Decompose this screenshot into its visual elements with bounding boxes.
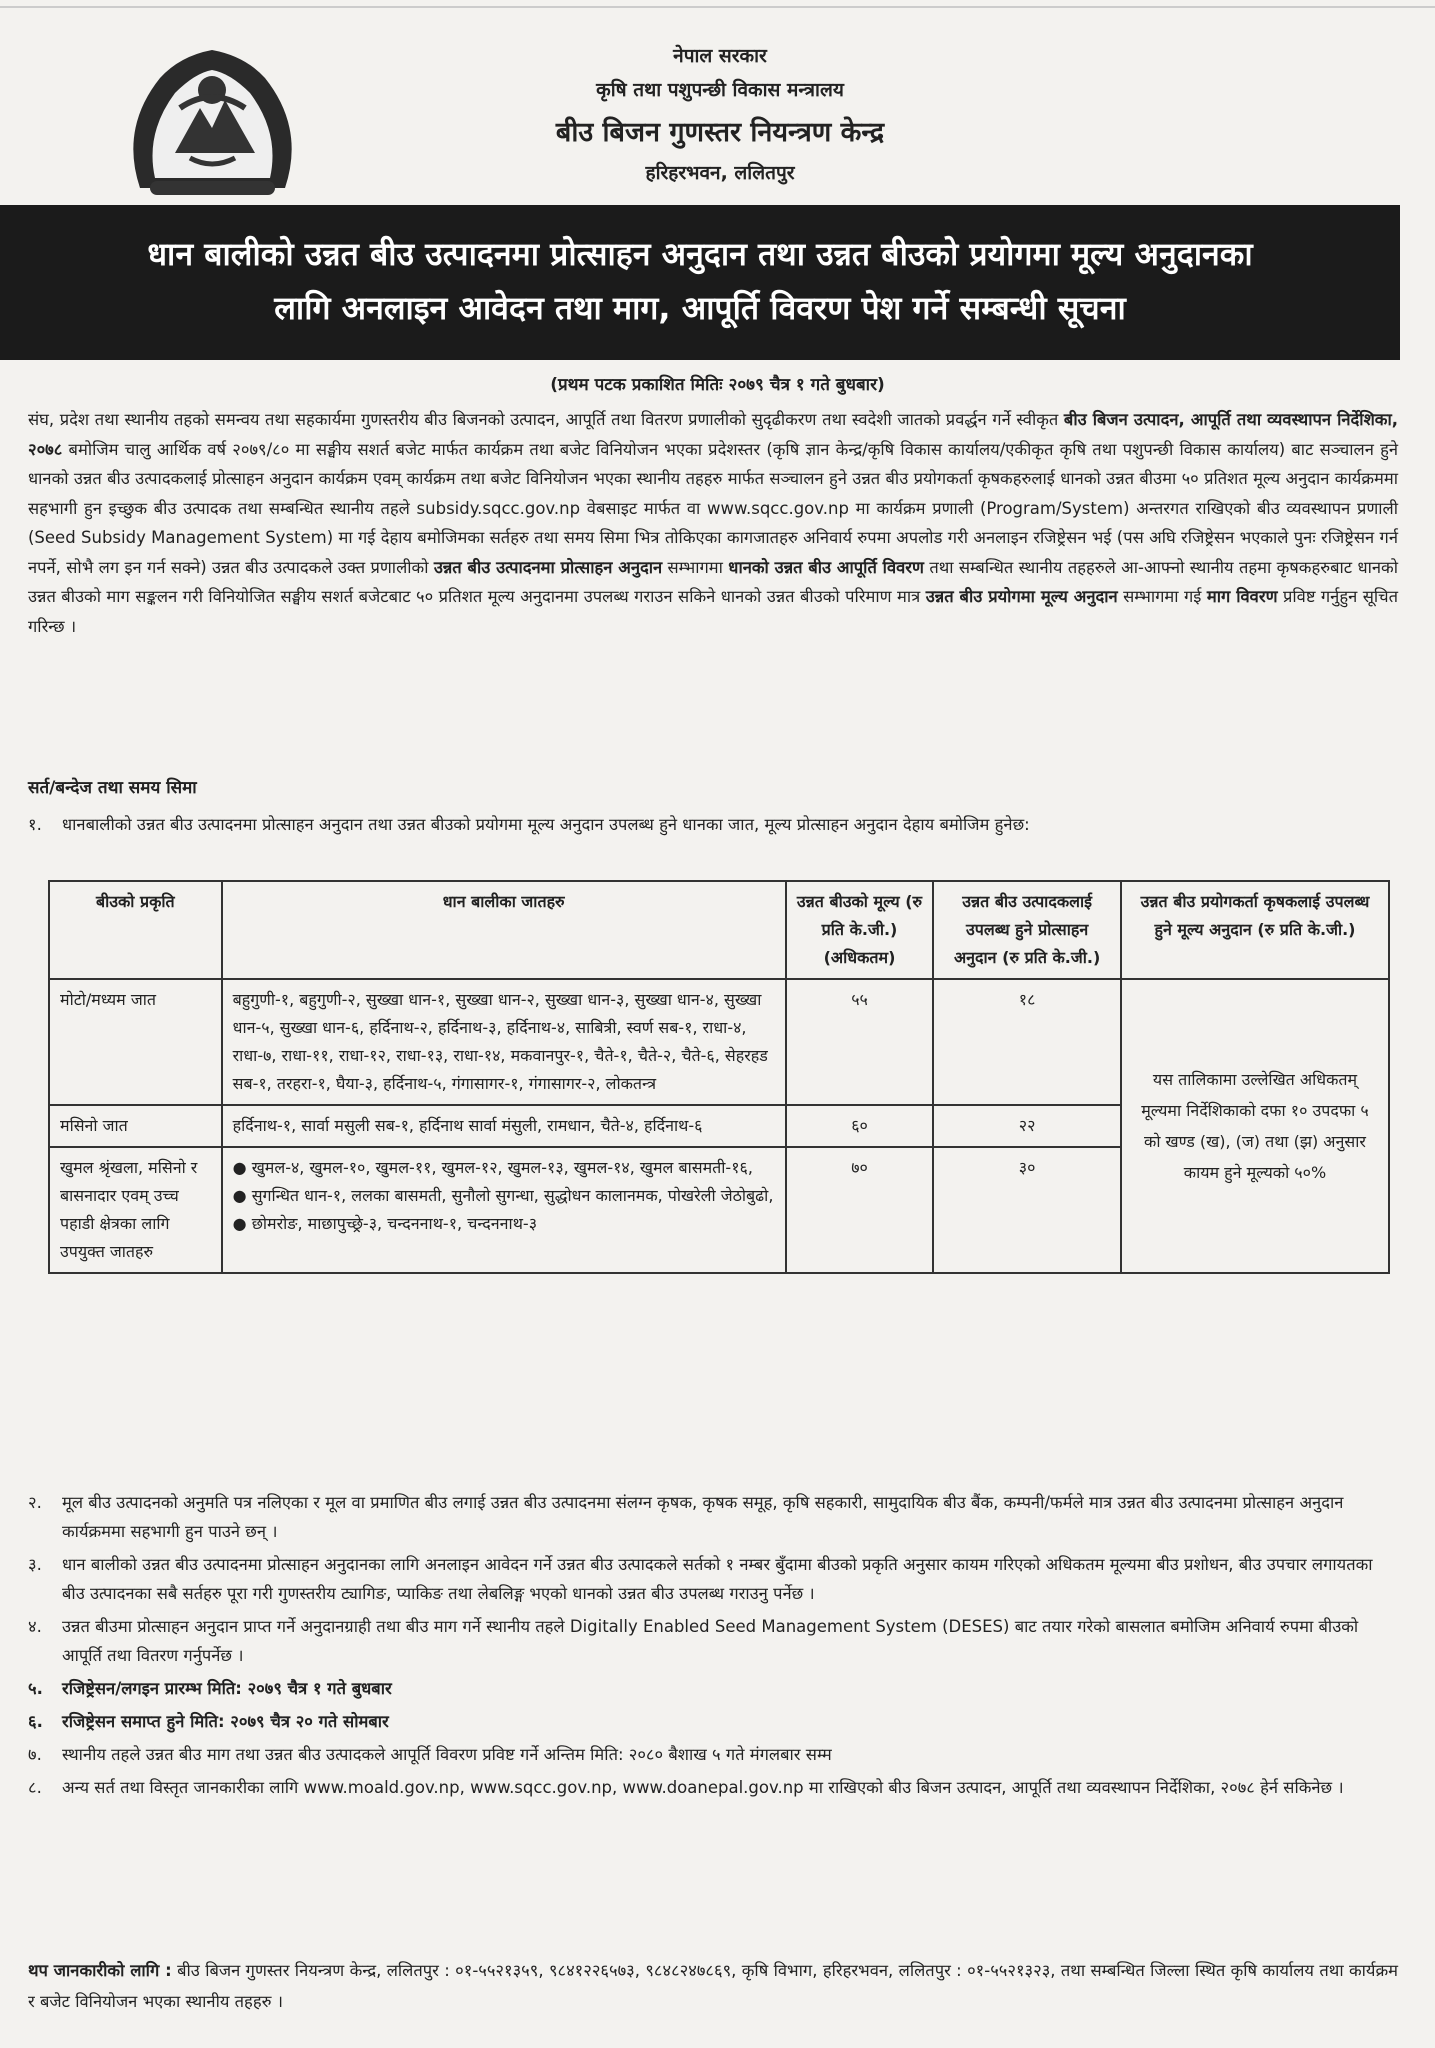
varieties-cell <box>222 1147 786 1273</box>
notice-title-banner <box>0 205 1400 360</box>
condition-item <box>28 1740 1398 1769</box>
table-row <box>49 979 1389 1105</box>
seed-type-cell: खुमल श्रृंखला, मसिनो र बासनादार एवम् उच्च पहाडी क्षेत्रका लागि उपयुक्त जातहरु <box>49 1147 222 1273</box>
condition-item <box>28 1550 1398 1608</box>
variety-bullet-text: छोमरोङ, माछापुच्छ्रे-३, चन्दननाथ-१, चन्दननाथ-३ <box>251 1214 538 1233</box>
variety-bullet: ● खुमल-४, खुमल-१०, खुमल-११, खुमल-१२, खुमल-१३, खुमल-१४, खुमल बासमती-१६, <box>232 1158 753 1177</box>
condition-item <box>28 1488 1398 1546</box>
condition-item <box>28 1707 1398 1736</box>
body-text: प्रविष्ट गर्नुहुन सूचित गरिन्छ । <box>28 587 1399 636</box>
item-number: ४. <box>28 1617 42 1636</box>
price-cell: ७० <box>786 1147 934 1273</box>
price-cell: ६० <box>786 1105 934 1147</box>
item-number: ८. <box>28 1778 42 1797</box>
item-number: ७. <box>28 1745 42 1764</box>
scan-edge-line <box>0 6 1435 8</box>
conditions-heading: सर्त/बन्देज तथा समय सिमा <box>28 778 197 798</box>
header-producer-subsidy: उन्नत बीउ उत्पादकलाई उपलब्ध हुने प्रोत्साहन अनुदान (रु प्रति के.जी.) <box>933 881 1121 979</box>
body-text: सम्भागमा गई <box>1123 587 1202 606</box>
varieties-cell: हर्दिनाथ-१, सार्वा मसुली सब-१, हर्दिनाथ सार्वा मंसुली, रामधान, चैते-४, हर्दिनाथ-६ <box>222 1105 786 1147</box>
contact-text: बीउ बिजन गुणस्तर नियन्त्रण केन्द्र, ललितपुर : ०१-५५२१३५९, ९८४१२२६५७३, ९८४८२४७८६९, कृषि विभाग, हरिहरभवन, ललितपुर : ०१-५५२१३२३, तथा सम्बन्धित जिल्ला स्थित कृषि कार्यालय तथा कार्यक्रम र बजेट विनियोजन भएका स्थानीय तहहरु । <box>28 1961 1399 2011</box>
header-address: हरिहरभवन, ललितपुर <box>645 162 795 184</box>
price-cell: ५५ <box>786 979 934 1105</box>
header-max-price: उन्नत बीउको मूल्य (रु प्रति के.जी.) (अधिकतम) <box>786 881 934 979</box>
variety-bullet-text: खुमल-४, खुमल-१०, खुमल-११, खुमल-१२, खुमल-१३, खुमल-१४, खुमल बासमती-१६, <box>251 1158 753 1177</box>
item-text: स्थानीय तहले उन्नत बीउ माग तथा उन्नत बीउ उत्पादकले आपूर्ति विवरण प्रविष्ट गर्ने अन्तिम मिति: २०८० बैशाख ५ गते मंगलबार सम्म <box>62 1745 832 1764</box>
notice-body-paragraph <box>28 405 1398 641</box>
item-number: ५. <box>28 1679 43 1698</box>
header-consumer-subsidy: उन्नत बीउ प्रयोगकर्ता कृषकलाई उपलब्ध हुने मूल्य अनुदान (रु प्रति के.जी.) <box>1121 881 1389 979</box>
seed-type-cell: मसिनो जात <box>49 1105 222 1147</box>
producer-subsidy-cell: १८ <box>933 979 1121 1105</box>
varieties-cell: बहुगुणी-१, बहुगुणी-२, सुख्खा धान-१, सुख्खा धान-२, सुख्खा धान-३, सुख्खा धान-४, सुख्खा धान-५, सुख्खा धान-६, हर्दिनाथ-२, हर्दिनाथ-३, हर्दिनाथ-४, साबित्री, स्वर्ण सब-१, राधा-४, राधा-७, राधा-११, राधा-१२, राधा-१३, राधा-१४, मकवानपुर-१, चैते-१, चैते-२, चैते-६, सेहरहड सब-१, तरहरा-१, घैया-३, हर्दिनाथ-५, गंगासागर-१, गंगासागर-२, लोकतन्त्र <box>222 979 786 1105</box>
condition-item-1 <box>28 810 1398 839</box>
item-number: ३. <box>28 1555 42 1574</box>
seed-type-cell: मोटो/मध्यम जात <box>49 979 222 1105</box>
header-government: नेपाल सरकार <box>673 45 767 67</box>
nepal-government-emblem-icon <box>120 38 305 203</box>
seed-variety-table <box>48 880 1390 1274</box>
header-varieties: धान बालीका जातहरु <box>222 881 786 979</box>
body-text: बमोजिम चालु आर्थिक वर्ष २०७९/८० मा सङ्घीय सशर्त बजेट मार्फत कार्यक्रम तथा बजेट विनियोजन भएका प्रदेशस्तर (कृषि ज्ञान केन्द्र/कृषि विकास कार्यालय/एकीकृत कृषि तथा पशुपन्छी विकास कार्यालय) बाट सञ्चालन हुने धानको उन्नत बीउ उत्पादकलाई प्रोत्साहन अनुदान कार्यक्रम एवम् कार्यक्रम तथा बजेट विनियोजन भएका स्थानीय तहहरु मार्फत सञ्चालन हुने उन्नत बीउ प्रयोगकर्ता कृषकहरुलाई धानको उन्नत बीउमा ५० प्रतिशत मूल्य अनुदान कार्यक्रममा सहभागी हुन इच्छुक बीउ उत्पादक तथा सम्बन्धित स्थानीय तहले subsidy.sqcc.gov.np वेबसाइट मार्फत वा www.sqcc.gov.np मा कार्यक्रम प्रणाली (Program/System) अन्तरगत राखिएको बीउ व्यवस्थापन प्रणाली (Seed Subsidy Management System) मा गई देहाय बमोजिमका सर्तहरु तथा समय सिमा भित्र तोकिएका कागजातहरु अनिवार्य रुपमा अपलोड गरी अनलाइन रजिष्ट्रेसन भई (पस अघि रजिष्ट्रेसन भएकाले पुनः रजिष्ट्रेसन गर्न नपर्ने, सोभै लग इन गर्न सक्ने) उन्नत बीउ उत्पादकले उक्त प्रणालीको <box>28 439 1398 577</box>
item-text: धान बालीको उन्नत बीउ उत्पादनमा प्रोत्साहन अनुदानका लागि अनलाइन आवेदन गर्ने उन्नत बीउ उत्पादकले सर्तको १ नम्बर बुँदामा बीउको प्रकृति अनुसार कायम गरिएको अधिकतम मूल्यमा बीउ प्रशोधन, बीउ उपचार लगायतका बीउ उत्पादनका सबै सर्तहरु पूरा गरी गुणस्तरीय ट्यागिङ, प्याकिङ तथा लेबलिङ्ग भएको धानको उन्नत बीउ उपलब्ध गराउनु पर्नेछ । <box>62 1555 1373 1603</box>
variety-bullet-text: सुगन्धित धान-१, ललका बासमती, सुनौलो सुगन्धा, सुद्धोधन कालानमक, पोखरेली जेठोबुढो, <box>251 1186 774 1205</box>
condition-items <box>28 1488 1398 1806</box>
notice-title-line2: लागि अनलाइन आवेदन तथा माग, आपूर्ति विवरण पेश गर्ने सम्बन्धी सूचना <box>274 289 1126 327</box>
variety-bullet: ● सुगन्धित धान-१, ललका बासमती, सुनौलो सुगन्धा, सुद्धोधन कालानमक, पोखरेली जेठोबुढो, <box>232 1186 774 1205</box>
contact-label: थप जानकारीको लागि : <box>28 1961 172 1980</box>
header-office: बीउ बिजन गुणस्तर नियन्त्रण केन्द्र <box>555 117 885 148</box>
body-bold-text: उन्नत बीउ प्रयोगमा मूल्य अनुदान <box>925 587 1118 606</box>
producer-subsidy-cell: ३० <box>933 1147 1121 1273</box>
item-text: धानबालीको उन्नत बीउ उत्पादनमा प्रोत्साहन अनुदान तथा उन्नत बीउको प्रयोगमा मूल्य अनुदान उपलब्ध हुने धानका जात, मूल्य प्रोत्साहन अनुदान देहाय बमोजिम हुनेछ: <box>62 815 1030 834</box>
condition-item <box>28 1612 1398 1670</box>
body-bold-text: उन्नत बीउ उत्पादनमा प्रोत्साहन अनुदान <box>433 557 663 577</box>
body-bold-text: माग विवरण <box>1206 587 1278 606</box>
office-header <box>400 40 1040 185</box>
producer-subsidy-cell: २२ <box>933 1105 1121 1147</box>
table-header-row <box>49 881 1389 979</box>
publication-date: (प्रथम पटक प्रकाशित मितिः २०७९ चैत्र १ गते बुधबार) <box>550 375 885 395</box>
item-text: रजिष्ट्रेसन समाप्त हुने मिति: २०७९ चैत्र २० गते सोमबार <box>62 1712 389 1731</box>
header-ministry: कृषि तथा पशुपन्छी विकास मन्त्रालय <box>596 79 844 101</box>
item-text: उन्नत बीउमा प्रोत्साहन अनुदान प्राप्त गर्ने अनुदानग्राही तथा बीउ माग गर्ने स्थानीय तहले Digitally Enabled Seed Management System (DESES) बाट तयार गरेको बासलात बमोजिम अनिवार्य रुपमा बीउको आपूर्ति तथा वितरण गर्नुपर्नेछ । <box>62 1617 1359 1665</box>
body-text: सम्भागमा <box>667 557 723 577</box>
body-text: संघ, प्रदेश तथा स्थानीय तहको समन्वय तथा सहकार्यमा गुणस्तरीय बीउ बिजनको उत्पादन, आपूर्ति तथा वितरण प्रणालीको सुदृढीकरण तथा स्वदेशी जातको प्रवर्द्धन गर्ने स्वीकृत <box>28 410 1059 429</box>
body-bold-text: बीउ बिजन उत्पादन, आपूर्ति तथा व्यवस्थापन निर्देशिका, २०७८ <box>28 410 1398 459</box>
variety-bullet: ● छोमरोङ, माछापुच्छ्रे-३, चन्दननाथ-१, चन्दननाथ-३ <box>232 1214 538 1233</box>
item-number: २. <box>28 1493 42 1512</box>
condition-item <box>28 1674 1398 1703</box>
consumer-subsidy-cell: यस तालिकामा उल्लेखित अधिकतम् मूल्यमा निर्देशिकाको दफा १० उपदफा ५ को खण्ड (ख), (ज) तथा (झ) अनुसार कायम हुने मूल्यको ५०% <box>1121 979 1389 1273</box>
item-number: ६. <box>28 1712 43 1731</box>
header-seed-type: बीउको प्रकृति <box>49 881 222 979</box>
contact-info <box>28 1955 1398 2017</box>
item-number: १. <box>28 815 42 834</box>
item-text: अन्य सर्त तथा विस्तृत जानकारीका लागि www.moald.gov.np, www.sqcc.gov.np, www.doanepal.gov.np मा राखिएको बीउ बिजन उत्पादन, आपूर्ति तथा व्यवस्थापन निर्देशिका, २०७८ हेर्न सकिनेछ । <box>62 1778 1344 1797</box>
condition-item <box>28 1773 1398 1802</box>
item-text: रजिष्ट्रेसन/लगइन प्रारम्भ मिति: २०७९ चैत्र १ गते बुधबार <box>62 1679 392 1698</box>
item-text: मूल बीउ उत्पादनको अनुमति पत्र नलिएका र मूल वा प्रमाणित बीउ लगाई उन्नत बीउ उत्पादनमा संलग्न कृषक, कृषक समूह, कृषि सहकारी, सामुदायिक बीउ बैंक, कम्पनी/फर्मले मात्र उन्नत बीउ उत्पादनमा प्रोत्साहन अनुदान कार्यक्रममा सहभागी हुन पाउने छन् । <box>62 1493 1344 1541</box>
body-text: तथा सम्बन्धित स्थानीय तहहरुले आ-आफ्नो स्थानीय तहमा कृषकहरुबाट धानको उन्नत बीउको माग सङ्कलन गरी विनियोजित सङ्घीय सशर्त बजेटबाट ५० प्रतिशत मूल्य अनुदानमा उपलब्ध गराउन सकिने धानको उन्नत बीउको परिमाण मात्र <box>28 557 1398 606</box>
body-bold-text: धानको उन्नत बीउ आपूर्ति विवरण <box>728 557 924 577</box>
notice-title-line1: धान बालीको उन्नत बीउ उत्पादनमा प्रोत्साहन अनुदान तथा उन्नत बीउको प्रयोगमा मूल्य अनुदानका <box>147 235 1253 273</box>
